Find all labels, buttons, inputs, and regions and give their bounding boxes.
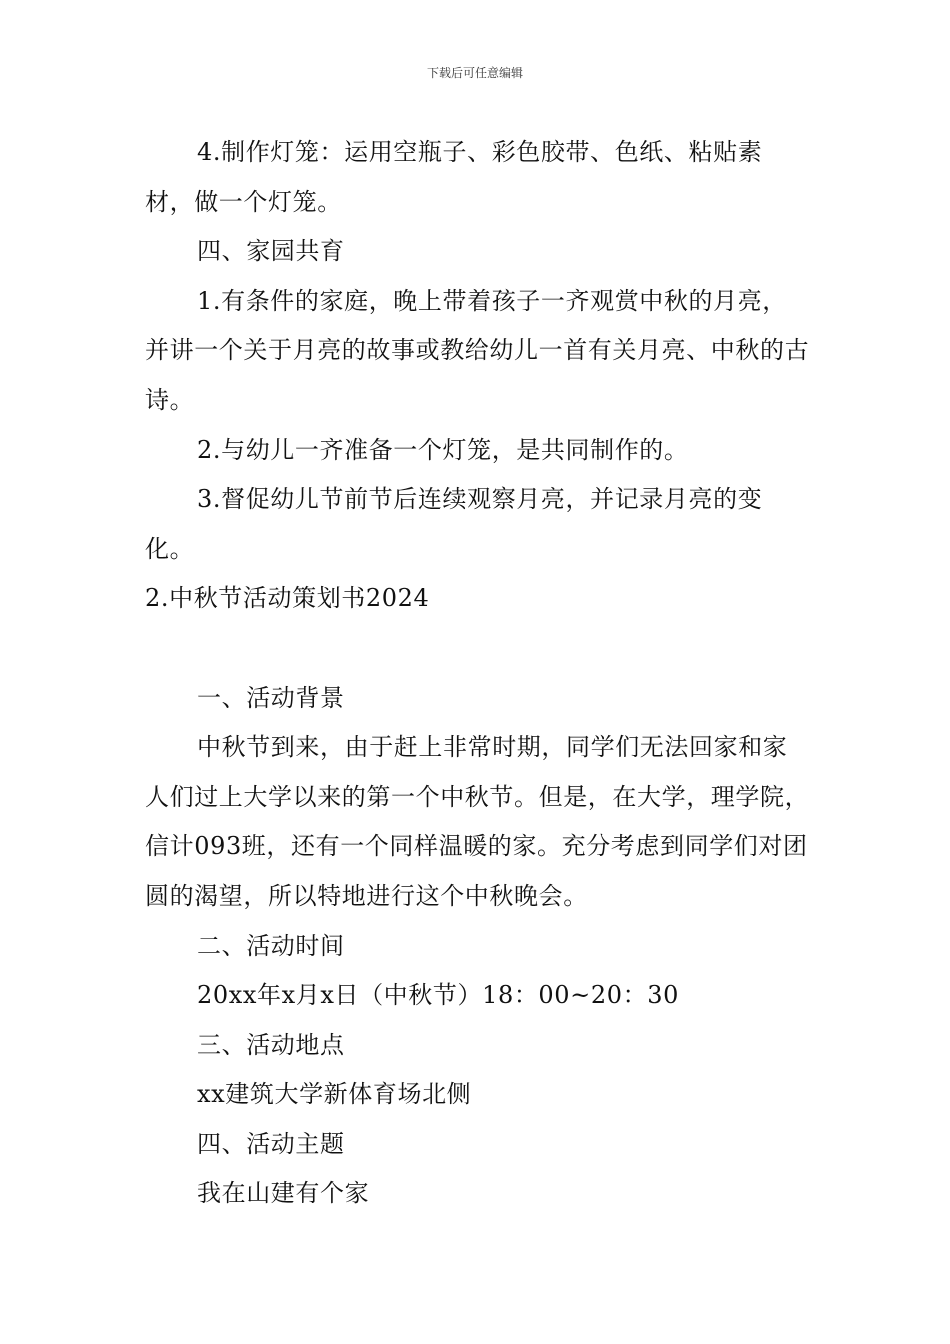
section-heading-location: 三、活动地点 — [197, 1030, 345, 1059]
paragraph-theme: 我在山建有个家 — [197, 1179, 370, 1208]
paragraph-location: xx建筑大学新体育场北侧 — [197, 1080, 472, 1109]
page-header: 下载后可任意编辑 — [426, 66, 523, 80]
section-heading-background: 一、活动背景 — [197, 683, 345, 712]
paragraph-lantern-making: 4.制作灯笼：运用空瓶子、彩色胶带、色纸、粘贴素材，做一个灯笼。 — [145, 138, 763, 216]
section-heading-home-school: 四、家园共育 — [197, 237, 345, 266]
paragraph-time: 20xx年x月x日（中秋节）18：00~20：30 — [197, 981, 679, 1010]
blank-line — [145, 624, 810, 674]
paragraph-prepare-lantern: 2.与幼儿一齐准备一个灯笼，是共同制作的。 — [197, 435, 689, 464]
section-heading-theme: 四、活动主题 — [197, 1129, 345, 1158]
paragraph-background: 中秋节到来，由于赶上非常时期，同学们无法回家和家人们过上大学以来的第一个中秋节。但是，在大学，理学院，信计093班，还有一个同样温暖的家。充分考虑到同学们对团圆的渴望，所以特地进行这个中秋晚会。 — [145, 733, 810, 910]
document-title: 2.中秋节活动策划书2024 — [145, 584, 430, 613]
document-body — [145, 128, 810, 1219]
paragraph-moon-watching: 1.有条件的家庭，晚上带着孩子一齐观赏中秋的月亮，并讲一个关于月亮的故事或教给幼儿一首有关月亮、中秋的古诗。 — [145, 286, 810, 414]
paragraph-observe-moon: 3.督促幼儿节前节后连续观察月亮，并记录月亮的变化。 — [145, 485, 763, 563]
section-heading-time: 二、活动时间 — [197, 931, 345, 960]
